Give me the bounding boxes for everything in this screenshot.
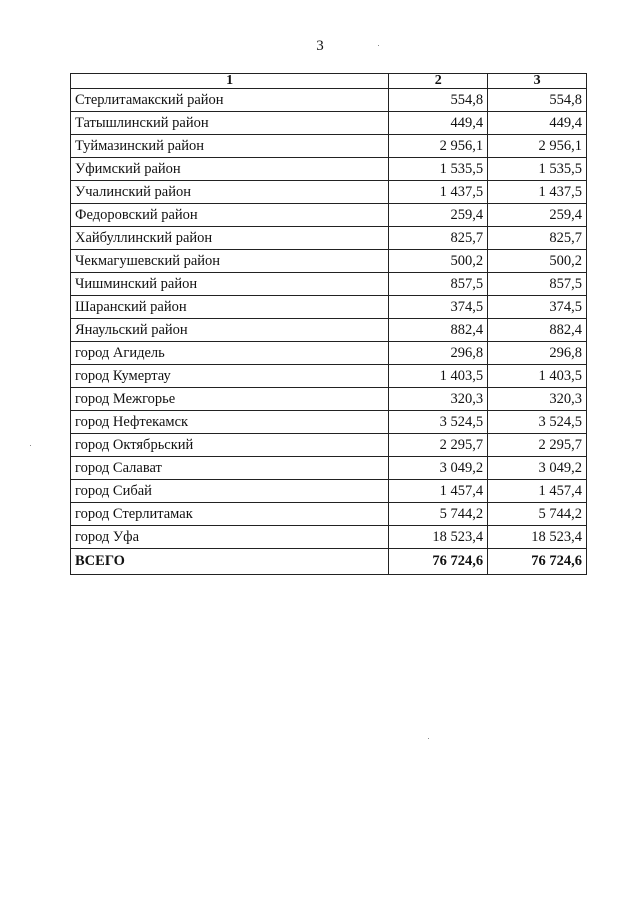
row-name-cell: Татышлинский район: [71, 112, 389, 135]
table-body: [71, 89, 587, 575]
row-value-cell-3: 449,4: [488, 112, 587, 135]
row-value-cell-2: 2 956,1: [389, 135, 488, 158]
data-table: [70, 73, 587, 575]
table-row: [71, 342, 587, 365]
row-name-cell: Янаульский район: [71, 319, 389, 342]
scan-speck: [30, 445, 31, 446]
row-value-cell-3: 825,7: [488, 227, 587, 250]
row-name-cell: город Кумертау: [71, 365, 389, 388]
row-value-cell-3: 554,8: [488, 89, 587, 112]
page-number: 3: [316, 38, 324, 54]
table-row: [71, 503, 587, 526]
row-value-cell-2: 18 523,4: [389, 526, 488, 549]
row-name-cell: город Салават: [71, 457, 389, 480]
row-value-cell-3: 374,5: [488, 296, 587, 319]
row-name-cell: Чекмагушевский район: [71, 250, 389, 273]
row-value-cell-2: 320,3: [389, 388, 488, 411]
row-name-cell: город Нефтекамск: [71, 411, 389, 434]
row-value-cell-2: 1 437,5: [389, 181, 488, 204]
row-name-cell: город Уфа: [71, 526, 389, 549]
row-value-cell-2: 1 457,4: [389, 480, 488, 503]
row-name-cell: Уфимский район: [71, 158, 389, 181]
row-value-cell-3: 500,2: [488, 250, 587, 273]
row-name-cell: Чишминский район: [71, 273, 389, 296]
row-name-cell: город Межгорье: [71, 388, 389, 411]
total-label-cell: ВСЕГО: [71, 549, 389, 575]
table-row: [71, 181, 587, 204]
table-row: [71, 296, 587, 319]
row-value-cell-2: 374,5: [389, 296, 488, 319]
row-value-cell-2: 882,4: [389, 319, 488, 342]
table-row: [71, 480, 587, 503]
row-value-cell-2: 2 295,7: [389, 434, 488, 457]
row-value-cell-2: 259,4: [389, 204, 488, 227]
scan-speck: [378, 45, 379, 46]
table-row: [71, 526, 587, 549]
row-name-cell: город Сибай: [71, 480, 389, 503]
table-row: [71, 250, 587, 273]
table-row: [71, 204, 587, 227]
table-row: [71, 112, 587, 135]
table-header-row: [71, 74, 587, 89]
row-value-cell-2: 5 744,2: [389, 503, 488, 526]
table-row: [71, 158, 587, 181]
row-name-cell: Федоровский район: [71, 204, 389, 227]
row-value-cell-3: 2 295,7: [488, 434, 587, 457]
row-value-cell-3: 857,5: [488, 273, 587, 296]
row-value-cell-2: 825,7: [389, 227, 488, 250]
row-value-cell-2: 3 049,2: [389, 457, 488, 480]
row-name-cell: Туймазинский район: [71, 135, 389, 158]
row-value-cell-2: 554,8: [389, 89, 488, 112]
column-header-1: 1: [71, 74, 389, 89]
table-row: [71, 411, 587, 434]
table-row: [71, 434, 587, 457]
row-name-cell: город Агидель: [71, 342, 389, 365]
row-value-cell-2: 500,2: [389, 250, 488, 273]
row-value-cell-2: 296,8: [389, 342, 488, 365]
row-value-cell-3: 18 523,4: [488, 526, 587, 549]
table-row: [71, 135, 587, 158]
scan-speck: [428, 738, 429, 739]
row-value-cell-2: 3 524,5: [389, 411, 488, 434]
row-value-cell-3: 5 744,2: [488, 503, 587, 526]
table-row: [71, 388, 587, 411]
row-name-cell: Учалинский район: [71, 181, 389, 204]
total-row: [71, 549, 587, 575]
row-value-cell-3: 3 049,2: [488, 457, 587, 480]
table-row: [71, 227, 587, 250]
column-header-3: 3: [488, 74, 587, 89]
row-value-cell-2: 449,4: [389, 112, 488, 135]
row-value-cell-3: 2 956,1: [488, 135, 587, 158]
table-row: [71, 319, 587, 342]
total-value-cell-2: 76 724,6: [389, 549, 488, 575]
row-name-cell: Хайбуллинский район: [71, 227, 389, 250]
row-value-cell-3: 320,3: [488, 388, 587, 411]
table-row: [71, 89, 587, 112]
row-value-cell-3: 882,4: [488, 319, 587, 342]
row-name-cell: Шаранский район: [71, 296, 389, 319]
row-value-cell-3: 3 524,5: [488, 411, 587, 434]
row-value-cell-3: 1 437,5: [488, 181, 587, 204]
row-name-cell: город Стерлитамак: [71, 503, 389, 526]
row-value-cell-2: 1 535,5: [389, 158, 488, 181]
column-header-2: 2: [389, 74, 488, 89]
row-value-cell-3: 1 535,5: [488, 158, 587, 181]
row-value-cell-2: 857,5: [389, 273, 488, 296]
row-name-cell: Стерлитамакский район: [71, 89, 389, 112]
row-value-cell-2: 1 403,5: [389, 365, 488, 388]
row-value-cell-3: 296,8: [488, 342, 587, 365]
row-value-cell-3: 1 403,5: [488, 365, 587, 388]
table-row: [71, 365, 587, 388]
row-name-cell: город Октябрьский: [71, 434, 389, 457]
total-value-cell-3: 76 724,6: [488, 549, 587, 575]
table-row: [71, 273, 587, 296]
row-value-cell-3: 1 457,4: [488, 480, 587, 503]
row-value-cell-3: 259,4: [488, 204, 587, 227]
table-row: [71, 457, 587, 480]
